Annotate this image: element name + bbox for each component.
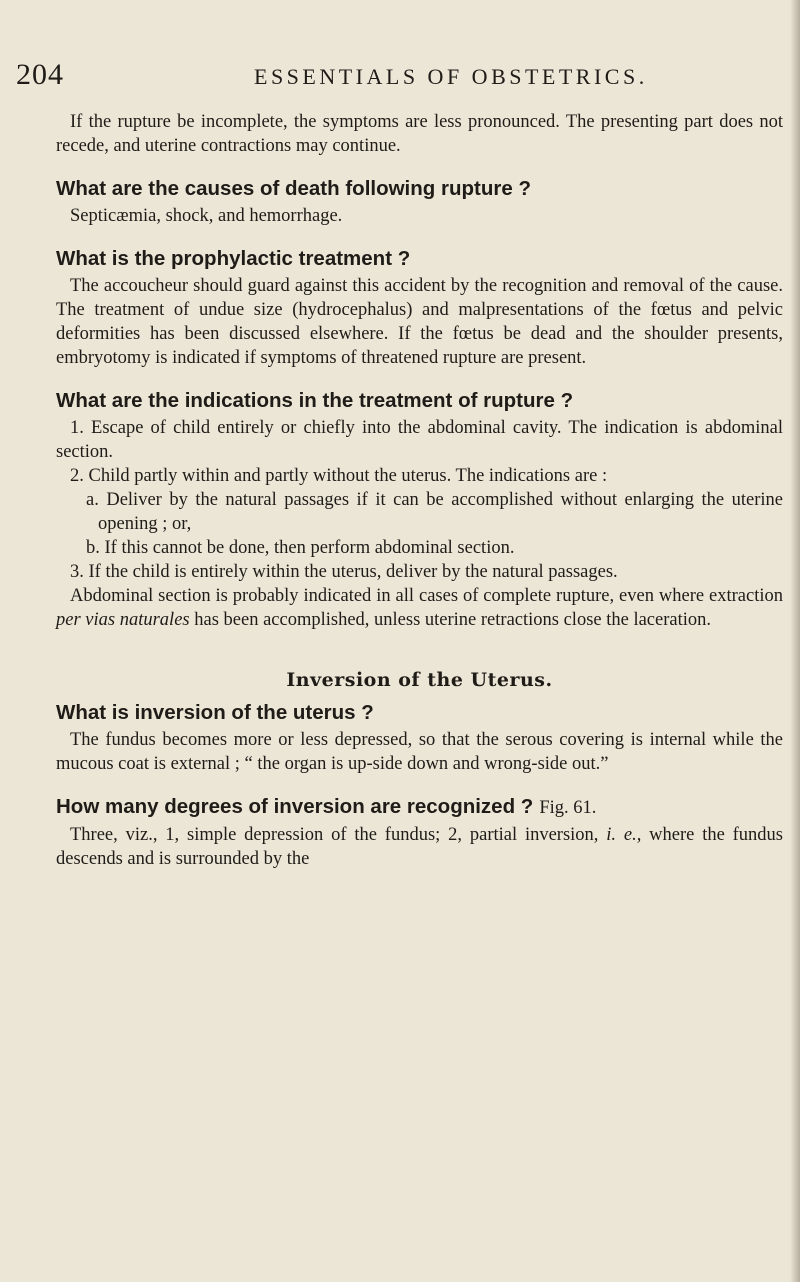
question-degrees-text: How many degrees of inversion are recognized ? xyxy=(56,795,534,818)
page-header xyxy=(0,58,800,98)
question-what-is-inversion: What is inversion of the uterus ? xyxy=(56,701,374,724)
answer-causes-of-death: Septicæmia, shock, and hemorrhage. xyxy=(70,206,343,226)
question-degrees-of-inversion xyxy=(56,794,783,821)
answer-degrees-text-1: Three, viz., 1, simple depression of the fundus; 2, partial inversion, xyxy=(70,825,607,845)
indication-note-text-2: has been accomplished, unless uterine retractions close the laceration. xyxy=(189,610,712,630)
page-body xyxy=(56,110,783,871)
section-heading-inversion: Inversion of the Uterus. xyxy=(286,669,553,691)
indication-2b: b. If this cannot be done, then perform abdominal section. xyxy=(86,538,515,558)
answer-degrees-ie: i. e., xyxy=(606,825,642,845)
indication-note-latin: per vias naturales xyxy=(56,610,190,630)
question-causes-of-death: What are the causes of death following rupture ? xyxy=(56,177,531,200)
indication-3: 3. If the child is entirely within the uterus, deliver by the natural passages. xyxy=(70,562,618,582)
page-number: 204 xyxy=(16,58,64,91)
indication-note xyxy=(56,584,783,632)
answer-what-is-inversion: The fundus becomes more or less depressed, so that the serous covering is internal while the mucous coat is external ; “ the organ is up-side down and wrong-side out.” xyxy=(56,730,783,774)
indication-2: 2. Child partly within and partly without the uterus. The indications are : xyxy=(70,466,608,486)
indication-note-text-1: Abdominal section is probably indicated in all cases of complete rupture, even where extraction xyxy=(70,586,783,606)
answer-degrees-of-inversion xyxy=(56,823,783,871)
figure-reference: Fig. 61. xyxy=(539,798,597,818)
indication-1: 1. Escape of child entirely or chiefly into the abdominal cavity. The indication is abdominal section. xyxy=(56,418,783,462)
indication-2a: a. Deliver by the natural passages if it can be accomplished without enlarging the uterine opening ; or, xyxy=(86,490,783,534)
running-title: ESSENTIALS OF OBSTETRICS. xyxy=(254,64,648,89)
answer-prophylactic-treatment: The accoucheur should guard against this accident by the recognition and removal of the cause. The treatment of undue size (hydrocephalus) and malpresentations of the fœtus and pelvic deformities has been discussed elsewhere. If the fœtus be dead and the shoulder presents, embryotomy is indicated if symptoms of threatened rupture are present. xyxy=(56,276,783,368)
answer-degrees-text-2: where the fundus descends and is surrounded by the xyxy=(56,825,784,869)
question-prophylactic-treatment: What is the prophylactic treatment ? xyxy=(56,247,411,270)
question-indications: What are the indications in the treatment of rupture ? xyxy=(56,389,574,412)
intro-paragraph: If the rupture be incomplete, the symptoms are less pronounced. The presenting part does not recede, and uterine contractions may continue. xyxy=(56,112,783,156)
